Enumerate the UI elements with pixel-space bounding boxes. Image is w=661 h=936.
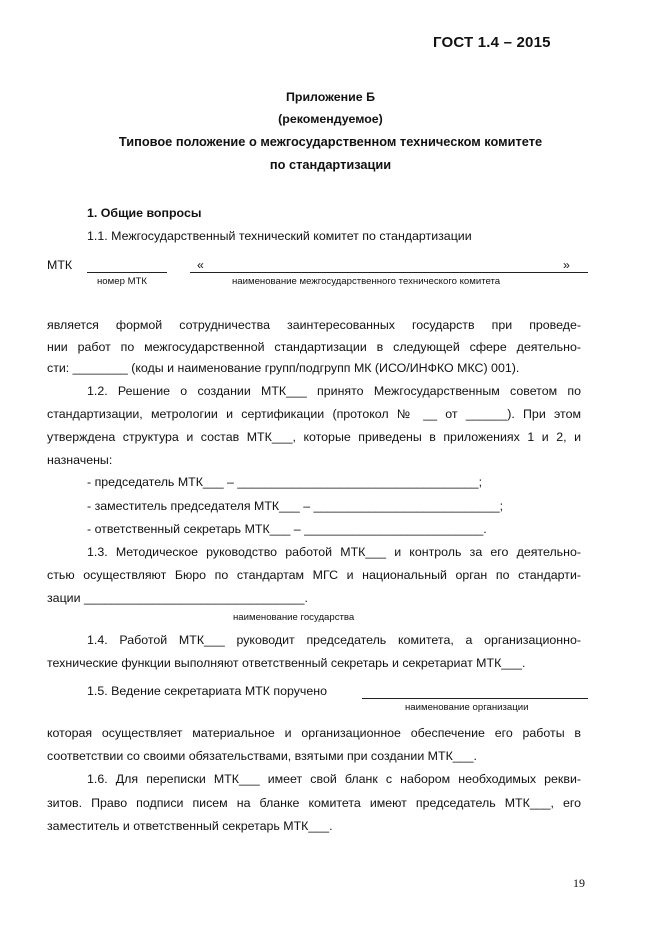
list-item-chair: - председатель МТК___ – ___________________________________; <box>87 475 483 489</box>
text-line: нии работ по межгосударственной стандартизации в следующей сфере деятельно- <box>47 340 581 354</box>
mtk-number-blank <box>87 272 167 273</box>
quote-open: « <box>197 258 204 272</box>
text-line: заместитель и ответственный секретарь МТК___. <box>47 819 333 833</box>
caption-state: наименование государства <box>233 612 355 623</box>
organization-blank <box>362 698 588 699</box>
text-line: сти: ________ (коды и наименование групп/подгрупп МК (ИСО/ИНФКО МКС) 001). <box>47 361 520 375</box>
appendix-heading-line1: Типовое положение о межгосударственном техническом комитете <box>118 134 543 149</box>
text-line: является формой сотрудничества заинтересованных государств при проведе- <box>47 318 581 332</box>
text-line: зации ________________________________. <box>47 591 308 605</box>
quote-close: » <box>563 258 570 272</box>
appendix-heading-line2: по стандартизации <box>269 157 392 172</box>
text-line: назначены: <box>47 453 113 467</box>
paragraph-1-1: 1.1. Межгосударственный технический комитет по стандартизации <box>87 229 472 243</box>
caption-mtk-name: наименование межгосударственного технического комитета <box>232 276 501 287</box>
paragraph-1-4: 1.4. Работой МТК___ руководит председатель комитета, а организационно- <box>87 633 581 647</box>
paragraph-1-3: 1.3. Методическое руководство работой МТК___ и контроль за его деятельно- <box>87 545 581 559</box>
text-line: технические функции выполняют ответственный секретарь и секретариат МТК___. <box>47 656 526 670</box>
text-line: которая осуществляет материальное и организационное обеспечение его работы в <box>47 726 581 740</box>
list-item-deputy: - заместитель председателя МТК___ – ___________________________; <box>87 499 504 513</box>
text-line: стандартизации, метрологии и сертификации (протокол № __ от ______). При этом <box>47 407 581 421</box>
mtk-label: МТК <box>47 258 73 272</box>
section-title: 1. Общие вопросы <box>87 206 202 220</box>
text-line: стью осуществляют Бюро по стандартам МГС и национальный орган по стандарти- <box>47 568 581 582</box>
text-line: соответствии со своими обязательствами, взятыми при создании МТК___. <box>47 749 477 763</box>
paragraph-1-6: 1.6. Для переписки МТК___ имеет свой бланк с набором необходимых рекви- <box>87 772 581 786</box>
list-item-secretary: - ответственный секретарь МТК___ – __________________________. <box>87 522 487 536</box>
text-line: зитов. Право подписи писем на бланке комитета имеют председатель МТК___, его <box>47 796 581 810</box>
document-code: ГОСТ 1.4 – 2015 <box>433 34 551 51</box>
appendix-title: Приложение Б <box>285 90 376 104</box>
mtk-name-blank <box>190 272 588 273</box>
caption-organization: наименование организации <box>405 702 529 713</box>
caption-mtk-number: номер МТК <box>97 276 148 287</box>
text-line: утверждена структура и состав МТК___, которые приведены в приложениях 1 и 2, и <box>47 430 581 444</box>
appendix-status: (рекомендуемое) <box>278 112 383 126</box>
page-number: 19 <box>573 876 585 890</box>
paragraph-1-5: 1.5. Ведение секретариата МТК поручено <box>87 684 327 698</box>
paragraph-1-2: 1.2. Решение о создании МТК___ принято Межгосударственным советом по <box>87 384 581 398</box>
